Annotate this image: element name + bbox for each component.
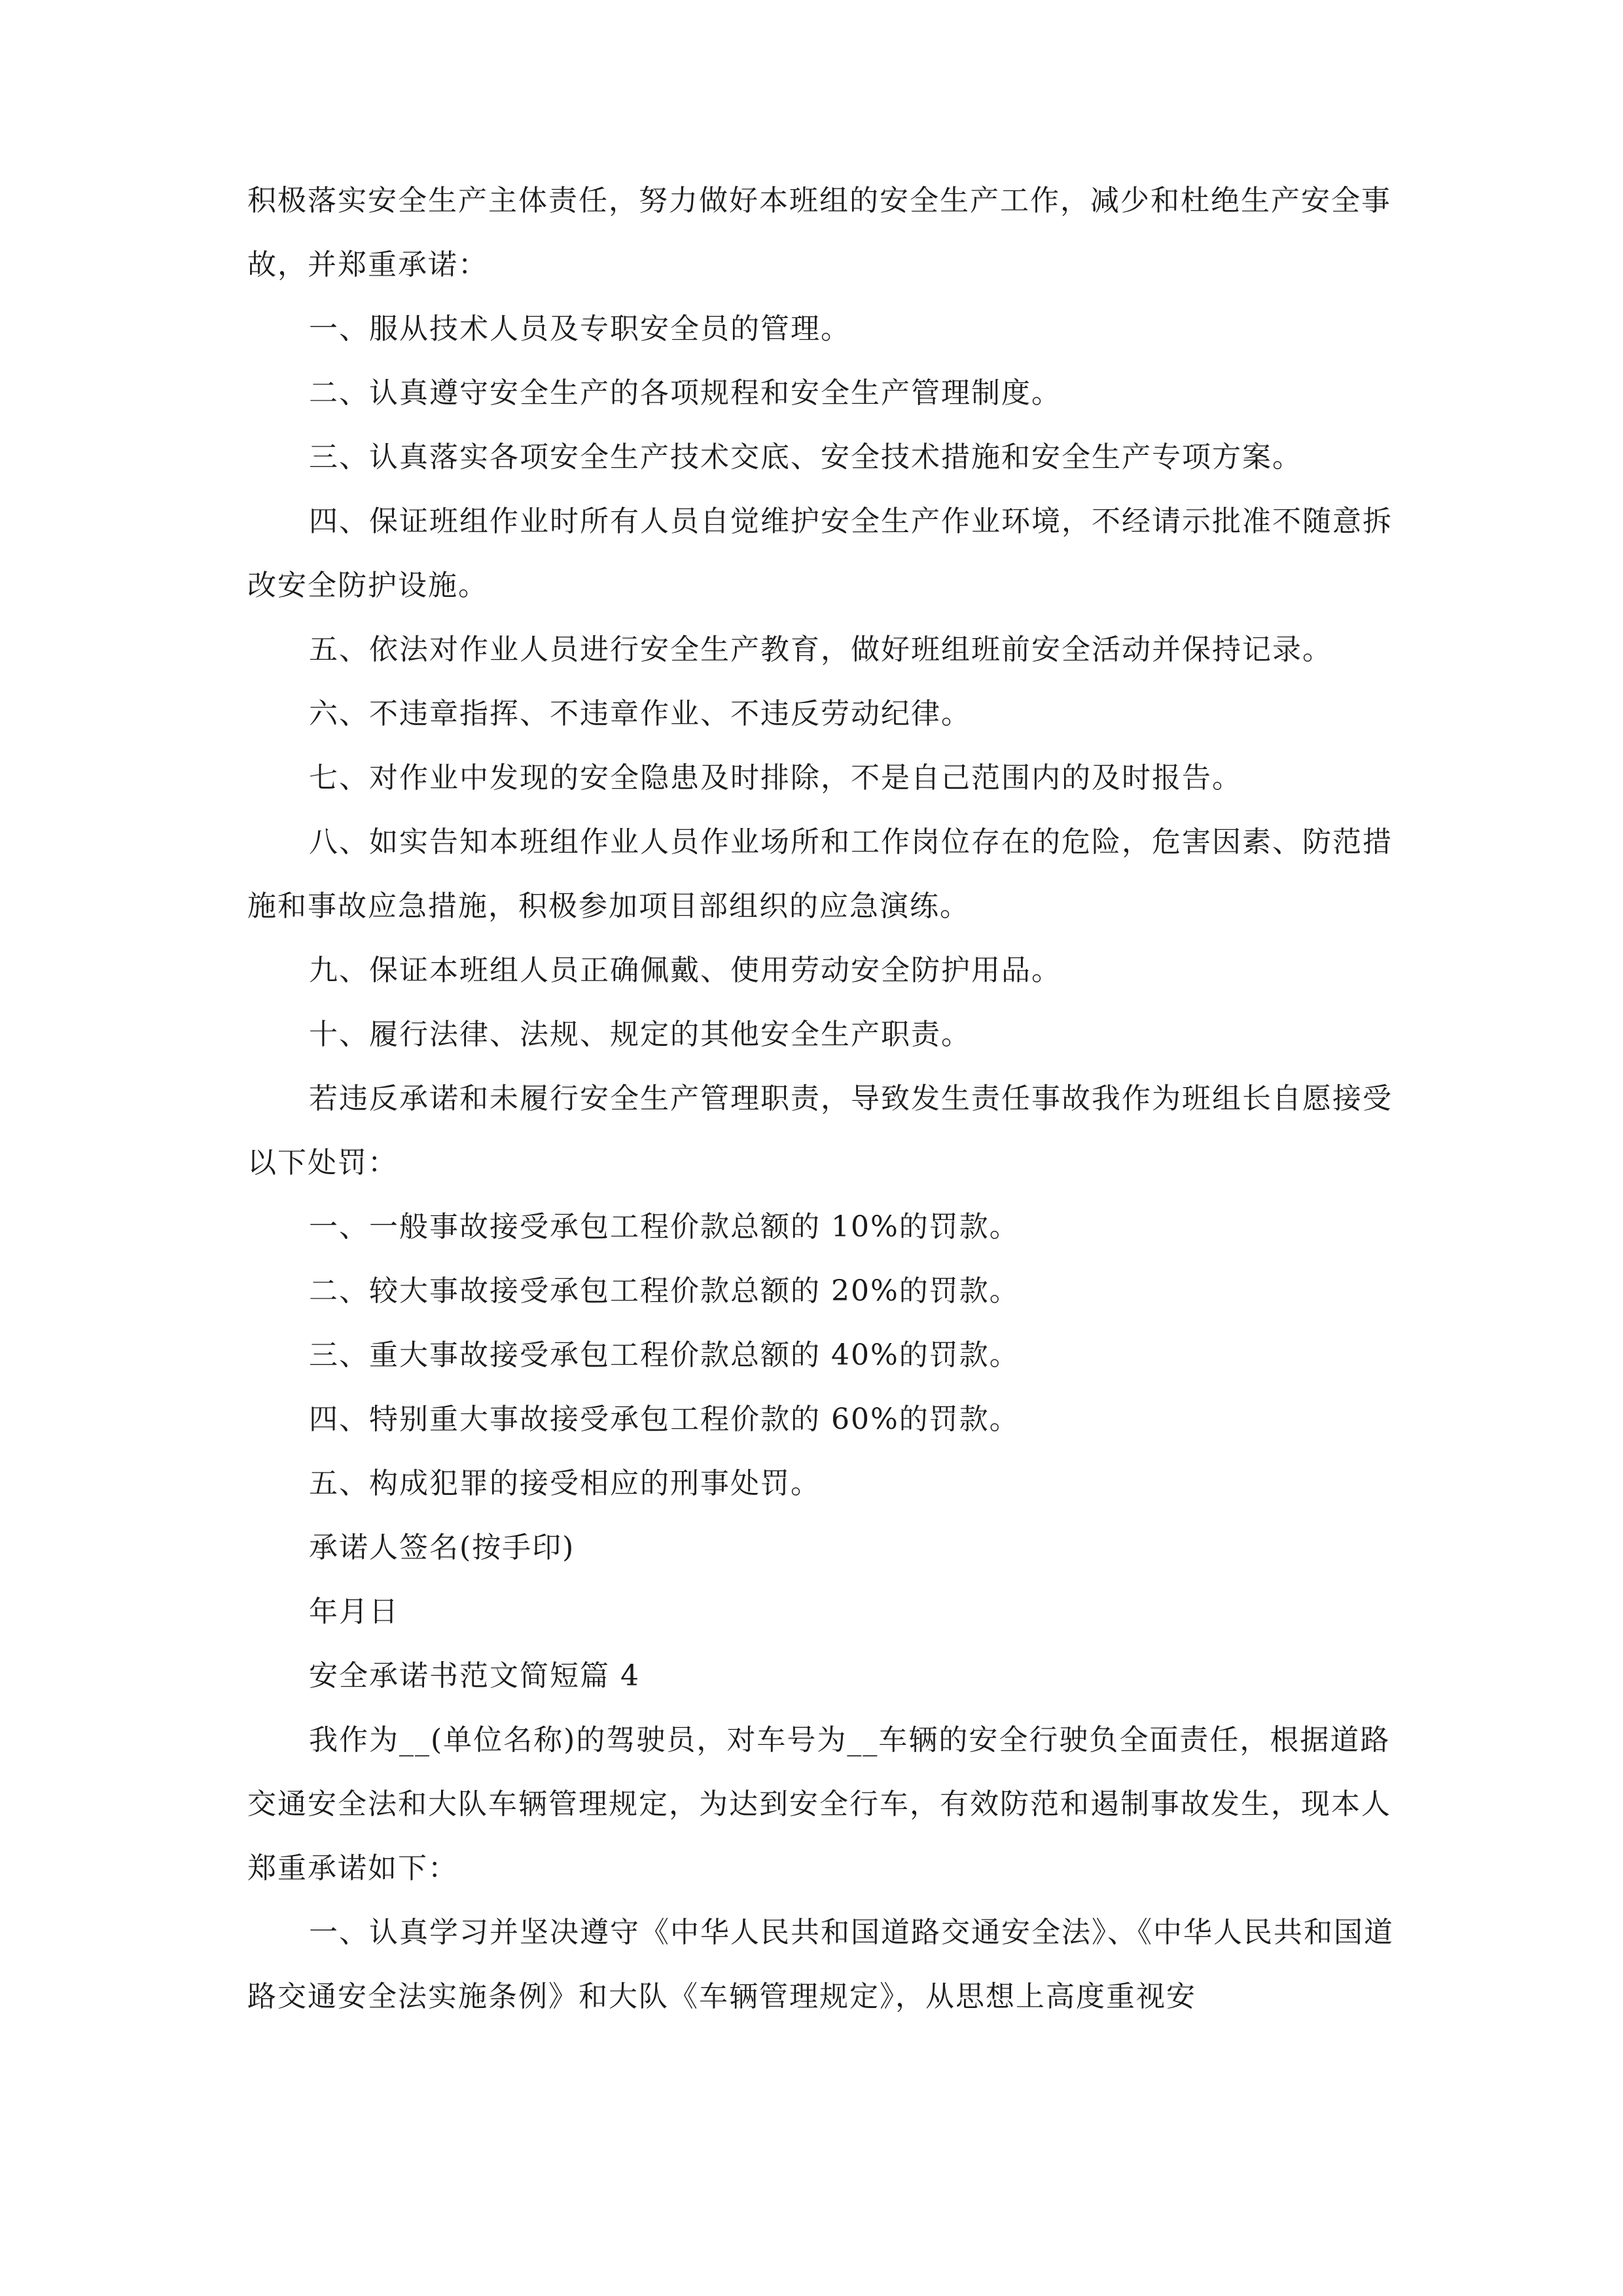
- penalty-item-5: 五、构成犯罪的接受相应的刑事处罚。: [309, 1467, 821, 1500]
- commitment-item-2: 二、认真遵守安全生产的各项规程和安全生产管理制度。: [309, 376, 1061, 410]
- date-line: 年月日: [309, 1595, 399, 1628]
- commitment-item-3: 三、认真落实各项安全生产技术交底、安全技术措施和安全生产专项方案。: [309, 440, 1302, 474]
- commitment-item-4: 四、保证班组作业时所有人员自觉维护安全生产作业环境，不经请示批准不随意拆改安全防护设施。: [247, 505, 1393, 602]
- signature-line: 承诺人签名(按手印): [309, 1531, 575, 1564]
- penalty-item-2: 二、较大事故接受承包工程价款总额的 20%的罚款。: [309, 1274, 1020, 1308]
- document-body: [247, 169, 1399, 2029]
- driver-intro: 我作为__(单位名称)的驾驶员，对车号为__车辆的安全行驶负全面责任，根据道路交通安全法和大队车辆管理规定，为达到安全行车，有效防范和遏制事故发生，现本人郑重承诺如下：: [247, 1723, 1391, 1885]
- penalty-item-3: 三、重大事故接受承包工程价款总额的 40%的罚款。: [309, 1338, 1020, 1372]
- commitment-item-5: 五、依法对作业人员进行安全生产教育，做好班组班前安全活动并保持记录。: [309, 633, 1332, 666]
- penalty-item-4: 四、特别重大事故接受承包工程价款的 60%的罚款。: [309, 1403, 1020, 1436]
- commitment-item-1: 一、服从技术人员及专职安全员的管理。: [309, 312, 851, 346]
- penalty-intro: 若违反承诺和未履行安全生产管理职责，导致发生责任事故我作为班组长自愿接受以下处罚：: [247, 1082, 1393, 1179]
- paragraph-intro: 积极落实安全生产主体责任，努力做好本班组的安全生产工作，减少和杜绝生产安全事故，并郑重承诺：: [247, 184, 1391, 281]
- section-title: 安全承诺书范文简短篇 4: [309, 1659, 640, 1693]
- commitment-item-10: 十、履行法律、法规、规定的其他安全生产职责。: [309, 1018, 971, 1051]
- commitment-item-9: 九、保证本班组人员正确佩戴、使用劳动安全防护用品。: [309, 954, 1061, 987]
- commitment-item-7: 七、对作业中发现的安全隐患及时排除，不是自己范围内的及时报告。: [309, 761, 1242, 795]
- commitment-item-8: 八、如实告知本班组作业人员作业场所和工作岗位存在的危险，危害因素、防范措施和事故应急措施，积极参加项目部组织的应急演练。: [247, 825, 1393, 923]
- commitment-item-6: 六、不违章指挥、不违章作业、不违反劳动纪律。: [309, 697, 971, 730]
- driver-item-1: 一、认真学习并坚决遵守《中华人民共和国道路交通安全法》、《中华人民共和国道路交通安全法实施条例》和大队《车辆管理规定》，从思想上高度重视安: [247, 1916, 1394, 2013]
- penalty-item-1: 一、一般事故接受承包工程价款总额的 10%的罚款。: [309, 1210, 1020, 1244]
